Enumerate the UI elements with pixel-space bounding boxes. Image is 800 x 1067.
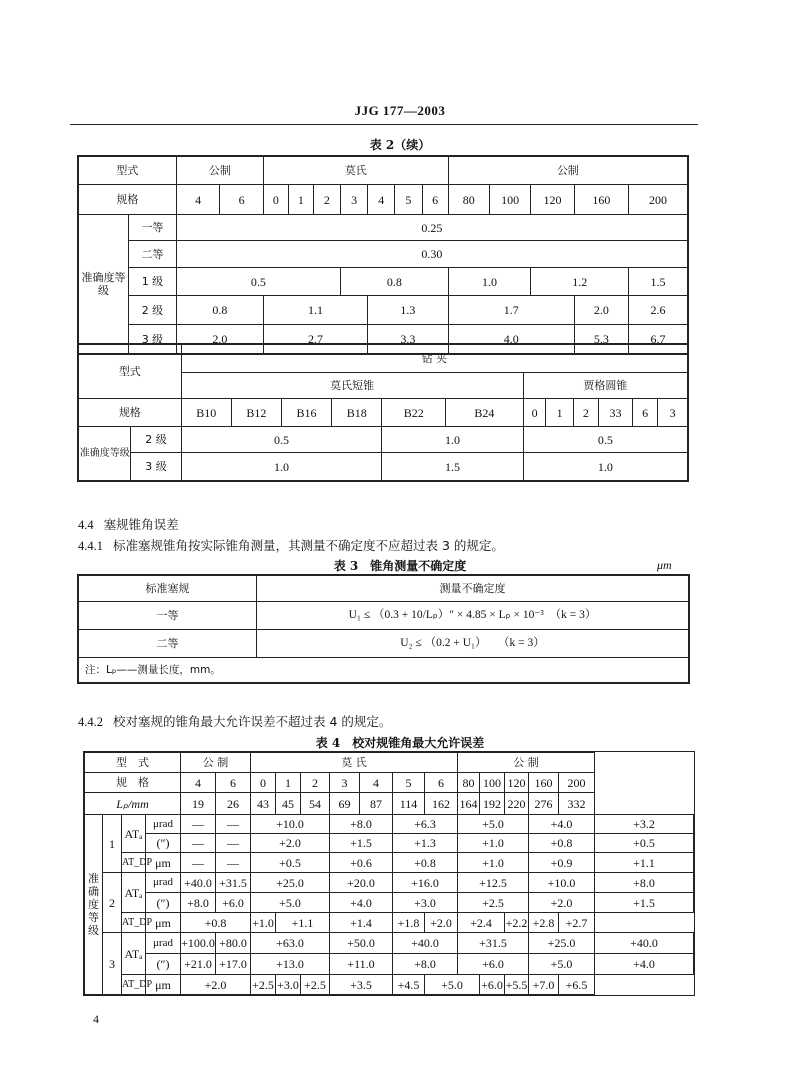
value-cell: — bbox=[216, 853, 251, 873]
value-cell: +1.0 bbox=[251, 913, 276, 933]
value-cell: +10.0 bbox=[529, 873, 595, 893]
value-cell: 1.1 bbox=[263, 296, 367, 325]
lp-cell: 19 bbox=[181, 793, 216, 815]
value-cell: +6.0 bbox=[480, 975, 505, 995]
table3 bbox=[78, 575, 689, 683]
value-cell: 2.0 bbox=[574, 296, 628, 325]
subtype-jacobs: 贾格圆锥 bbox=[523, 373, 687, 399]
section-number: 4.4.2 bbox=[78, 715, 103, 729]
lp-cell: 276 bbox=[529, 793, 559, 815]
at-alpha-label: ATₐ bbox=[122, 873, 146, 913]
type-morse: 莫氏 bbox=[263, 157, 448, 185]
section-4-4-2 bbox=[78, 712, 391, 730]
grade-number: 2 bbox=[103, 873, 122, 933]
spec-cell: 6 bbox=[422, 185, 448, 215]
value-cell: 1.2 bbox=[531, 268, 629, 296]
table3-note: 注：Lₚ——测量长度，mm。 bbox=[79, 658, 689, 683]
row-label: 一等 bbox=[79, 602, 257, 630]
spec-cell: 2 bbox=[573, 399, 598, 427]
value-cell: 1.3 bbox=[368, 296, 448, 325]
row-label: 2 级 bbox=[129, 296, 177, 325]
value-cell: 5.3 bbox=[574, 325, 628, 354]
standard-code-header: JJG 177—2003 bbox=[354, 103, 446, 118]
value-cell: +1.5 bbox=[330, 834, 393, 853]
spec-cell: 4 bbox=[176, 185, 219, 215]
formula-cell: U₁ ≤ （0.3 + 10/Lₚ）″ × 4.85 × Lₚ × 10⁻³ （k = 3） bbox=[257, 602, 689, 630]
spec-label: 规 格 bbox=[85, 773, 181, 793]
value-cell: 4.0 bbox=[448, 325, 574, 354]
value-cell: +10.0 bbox=[251, 815, 330, 834]
at-dp-label: AT_DP bbox=[122, 975, 146, 995]
value-cell: — bbox=[181, 815, 216, 834]
value-cell: +2.8 bbox=[529, 913, 559, 933]
value-cell: +0.8 bbox=[393, 853, 458, 873]
at-alpha-label: ATₐ bbox=[122, 933, 146, 975]
spec-label: 规格 bbox=[79, 399, 182, 427]
section-4-4-1 bbox=[78, 536, 504, 554]
spec-cell: 3 bbox=[341, 185, 368, 215]
header-rule bbox=[70, 124, 698, 125]
spec-cell: 6 bbox=[216, 773, 251, 793]
value-cell: 0.8 bbox=[176, 296, 263, 325]
section-4-4-heading bbox=[78, 515, 179, 533]
lp-cell: 114 bbox=[393, 793, 425, 815]
value-cell: +8.0 bbox=[595, 873, 694, 893]
value-cell: 1.0 bbox=[382, 427, 523, 453]
value-cell: +3.2 bbox=[595, 815, 694, 834]
value-cell: +6.3 bbox=[393, 815, 458, 834]
subtype-morse-short: 莫氏短锥 bbox=[181, 373, 523, 399]
value-cell: +1.3 bbox=[393, 834, 458, 853]
value-cell: +80.0 bbox=[216, 933, 251, 954]
value-cell: +1.1 bbox=[276, 913, 330, 933]
type-morse: 莫 氏 bbox=[251, 753, 458, 773]
spec-cell: 6 bbox=[425, 773, 458, 793]
spec-cell: B10 bbox=[181, 399, 231, 427]
lp-cell: 332 bbox=[559, 793, 595, 815]
lp-cell: 69 bbox=[330, 793, 360, 815]
spec-cell: 6 bbox=[220, 185, 263, 215]
lp-cell: 45 bbox=[276, 793, 301, 815]
row-label: 一等 bbox=[129, 215, 177, 241]
value-cell: — bbox=[216, 834, 251, 853]
spec-cell: 0 bbox=[263, 185, 288, 215]
type-label: 型式 bbox=[79, 157, 177, 185]
table4 bbox=[84, 752, 694, 995]
unit-um: μm bbox=[146, 975, 181, 995]
value-cell: 3.3 bbox=[368, 325, 448, 354]
value-cell: +31.5 bbox=[216, 873, 251, 893]
spec-cell: 33 bbox=[598, 399, 632, 427]
value-cell: +16.0 bbox=[393, 873, 458, 893]
row-label: 3 级 bbox=[129, 325, 177, 354]
value-cell: +5.0 bbox=[458, 815, 529, 834]
spec-cell: B12 bbox=[231, 399, 281, 427]
table3-unit: μm bbox=[657, 558, 672, 572]
table2-lower bbox=[78, 344, 688, 481]
value-cell: +11.0 bbox=[330, 954, 393, 975]
spec-cell: 80 bbox=[448, 185, 489, 215]
unit-seconds: (″) bbox=[146, 954, 181, 975]
value-cell: 2.7 bbox=[263, 325, 367, 354]
at-alpha-label: ATₐ bbox=[122, 815, 146, 853]
at-dp-label: AT_DP bbox=[122, 853, 146, 873]
value-cell: +5.0 bbox=[251, 893, 330, 913]
table3-header: 测量不确定度 bbox=[257, 576, 689, 602]
spec-cell: 160 bbox=[574, 185, 628, 215]
spec-cell: 4 bbox=[181, 773, 216, 793]
value-cell: +17.0 bbox=[216, 954, 251, 975]
value-cell: +6.0 bbox=[216, 893, 251, 913]
unit-seconds: (″) bbox=[146, 893, 181, 913]
section-number: 4.4.1 bbox=[78, 539, 103, 553]
value-cell: +4.5 bbox=[393, 975, 425, 995]
lp-cell: 87 bbox=[360, 793, 393, 815]
spec-cell: 1 bbox=[546, 399, 573, 427]
value-cell: +6.0 bbox=[458, 954, 529, 975]
spec-cell: 6 bbox=[633, 399, 658, 427]
drill-chuck-type: 钻 夹 bbox=[181, 345, 687, 373]
value-cell: +31.5 bbox=[458, 933, 529, 954]
type-label: 型式 bbox=[79, 345, 182, 399]
value-cell: 1.7 bbox=[448, 296, 574, 325]
unit-um: μm bbox=[146, 913, 181, 933]
value-cell: +0.8 bbox=[529, 834, 595, 853]
spec-cell: 80 bbox=[458, 773, 480, 793]
value-cell: +100.0 bbox=[181, 933, 216, 954]
spec-cell: 3 bbox=[330, 773, 360, 793]
spec-cell: 5 bbox=[395, 185, 422, 215]
value-cell: +63.0 bbox=[251, 933, 330, 954]
value-cell: +5.0 bbox=[425, 975, 480, 995]
accuracy-grade-label: 准确度等级 bbox=[79, 427, 131, 481]
lp-cell: 54 bbox=[301, 793, 330, 815]
spec-cell: 100 bbox=[489, 185, 530, 215]
value-cell: +2.7 bbox=[559, 913, 595, 933]
value-cell: 0.5 bbox=[523, 427, 687, 453]
value-cell: +2.5 bbox=[301, 975, 330, 995]
value-cell: +2.0 bbox=[181, 975, 251, 995]
row-label: 2 级 bbox=[131, 427, 181, 453]
row-label: 二等 bbox=[79, 630, 257, 658]
value-cell: +2.4 bbox=[458, 913, 505, 933]
value-cell: +2.0 bbox=[529, 893, 595, 913]
value-cell: +1.5 bbox=[595, 893, 694, 913]
value-cell: +25.0 bbox=[251, 873, 330, 893]
spec-cell: 160 bbox=[529, 773, 559, 793]
section-number: 4.4 bbox=[78, 518, 94, 532]
value-cell: 1.0 bbox=[448, 268, 531, 296]
unit-urad: μrad bbox=[146, 933, 181, 954]
type-metric-2: 公制 bbox=[448, 157, 687, 185]
spec-cell: 120 bbox=[505, 773, 529, 793]
value-cell: +40.0 bbox=[181, 873, 216, 893]
spec-label: 规格 bbox=[79, 185, 177, 215]
value-cell: +1.8 bbox=[393, 913, 425, 933]
value-cell: 1.5 bbox=[382, 453, 523, 481]
row-label: 1 级 bbox=[129, 268, 177, 296]
value-cell: 1.5 bbox=[629, 268, 688, 296]
at-dp-label: AT_DP bbox=[122, 913, 146, 933]
spec-cell: B24 bbox=[446, 399, 524, 427]
value-cell: 2.0 bbox=[176, 325, 263, 354]
value-cell: +2.2 bbox=[505, 913, 529, 933]
value-cell: +2.0 bbox=[251, 834, 330, 853]
value-cell: +0.8 bbox=[181, 913, 251, 933]
value-cell: — bbox=[181, 853, 216, 873]
value-cell: +8.0 bbox=[181, 893, 216, 913]
spec-cell: 200 bbox=[559, 773, 595, 793]
spec-cell: 0 bbox=[251, 773, 276, 793]
value-cell: — bbox=[181, 834, 216, 853]
lp-label: Lₚ/mm bbox=[85, 793, 181, 815]
spec-cell: 4 bbox=[360, 773, 393, 793]
value-cell: +25.0 bbox=[529, 933, 595, 954]
value-cell: +0.9 bbox=[529, 853, 595, 873]
accuracy-grade-label: 准确度等级 bbox=[85, 815, 103, 995]
page-number: 4 bbox=[93, 1012, 99, 1026]
value-cell: — bbox=[216, 815, 251, 834]
value-cell: +1.0 bbox=[458, 853, 529, 873]
value-cell: +0.5 bbox=[595, 834, 694, 853]
value-cell: 6.7 bbox=[629, 325, 688, 354]
type-metric: 公 制 bbox=[181, 753, 251, 773]
value-cell: +4.0 bbox=[529, 815, 595, 834]
spec-cell: 1 bbox=[276, 773, 301, 793]
accuracy-grade-label: 准确度等级 bbox=[79, 215, 129, 354]
unit-seconds: (″) bbox=[146, 834, 181, 853]
value-cell: +13.0 bbox=[251, 954, 330, 975]
spec-cell: 3 bbox=[658, 399, 688, 427]
value-cell: +50.0 bbox=[330, 933, 393, 954]
value-cell: +20.0 bbox=[330, 873, 393, 893]
value-cell: +12.5 bbox=[458, 873, 529, 893]
value-cell: +3.0 bbox=[393, 893, 458, 913]
section-text: 校对塞规的锥角最大允许误差不超过表 4 的规定。 bbox=[113, 714, 392, 729]
spec-cell: B18 bbox=[332, 399, 382, 427]
value-cell: +1.4 bbox=[330, 913, 393, 933]
grade-number: 1 bbox=[103, 815, 122, 873]
value-cell: 0.5 bbox=[176, 268, 340, 296]
type-label: 型 式 bbox=[85, 753, 181, 773]
value-cell: +0.5 bbox=[251, 853, 330, 873]
spec-cell: 1 bbox=[288, 185, 313, 215]
unit-urad: μrad bbox=[146, 815, 181, 834]
value-cell: +3.5 bbox=[330, 975, 393, 995]
lp-cell: 192 bbox=[480, 793, 505, 815]
value-cell: +8.0 bbox=[330, 815, 393, 834]
type-metric-2: 公 制 bbox=[458, 753, 595, 773]
value-cell: +1.1 bbox=[595, 853, 694, 873]
value-cell: 0.30 bbox=[176, 241, 687, 268]
formula-cell: U₂ ≤ （0.2 + U₁） （k = 3） bbox=[257, 630, 689, 658]
section-text: 标准塞规锥角按实际锥角测量，其测量不确定度不应超过表 3 的规定。 bbox=[113, 538, 504, 553]
value-cell: 0.8 bbox=[341, 268, 449, 296]
value-cell: 0.25 bbox=[176, 215, 687, 241]
value-cell: +5.0 bbox=[529, 954, 595, 975]
table2-caption: 表 2（续） bbox=[369, 138, 431, 152]
unit-um: μm bbox=[146, 853, 181, 873]
spec-cell: 120 bbox=[531, 185, 574, 215]
value-cell: +0.6 bbox=[330, 853, 393, 873]
value-cell: 0.5 bbox=[181, 427, 382, 453]
unit-urad: μrad bbox=[146, 873, 181, 893]
value-cell: +2.0 bbox=[425, 913, 458, 933]
lp-cell: 43 bbox=[251, 793, 276, 815]
value-cell: +1.0 bbox=[458, 834, 529, 853]
value-cell: +40.0 bbox=[595, 933, 694, 954]
grade-number: 3 bbox=[103, 933, 122, 995]
spec-cell: 100 bbox=[480, 773, 505, 793]
value-cell: +21.0 bbox=[181, 954, 216, 975]
spec-cell: 5 bbox=[393, 773, 425, 793]
table3-header: 标准塞规 bbox=[79, 576, 257, 602]
lp-cell: 162 bbox=[425, 793, 458, 815]
section-title: 塞规锥角误差 bbox=[103, 517, 179, 532]
spec-cell: 4 bbox=[368, 185, 395, 215]
lp-cell: 164 bbox=[458, 793, 480, 815]
lp-cell: 26 bbox=[216, 793, 251, 815]
lp-cell: 220 bbox=[505, 793, 529, 815]
value-cell: +7.0 bbox=[529, 975, 559, 995]
spec-cell: B16 bbox=[281, 399, 331, 427]
table4-caption: 表 4 校对规锥角最大允许误差 bbox=[315, 736, 485, 750]
value-cell: +40.0 bbox=[393, 933, 458, 954]
row-label: 二等 bbox=[129, 241, 177, 268]
value-cell: +2.5 bbox=[458, 893, 529, 913]
value-cell: +6.5 bbox=[559, 975, 595, 995]
type-metric: 公制 bbox=[176, 157, 263, 185]
spec-cell: B22 bbox=[382, 399, 446, 427]
value-cell: +2.5 bbox=[251, 975, 276, 995]
value-cell: +4.0 bbox=[595, 954, 694, 975]
value-cell: 2.6 bbox=[629, 296, 688, 325]
row-label: 3 级 bbox=[131, 453, 181, 481]
value-cell: +4.0 bbox=[330, 893, 393, 913]
spec-cell: 200 bbox=[629, 185, 688, 215]
value-cell: +3.0 bbox=[276, 975, 301, 995]
table2-upper bbox=[78, 156, 688, 354]
value-cell: 1.0 bbox=[181, 453, 382, 481]
spec-cell: 2 bbox=[301, 773, 330, 793]
table3-caption: 表 3 锥角测量不确定度 bbox=[333, 559, 467, 573]
value-cell: +8.0 bbox=[393, 954, 458, 975]
value-cell: 1.0 bbox=[523, 453, 687, 481]
spec-cell: 2 bbox=[313, 185, 340, 215]
spec-cell: 0 bbox=[523, 399, 546, 427]
value-cell: +5.5 bbox=[505, 975, 529, 995]
